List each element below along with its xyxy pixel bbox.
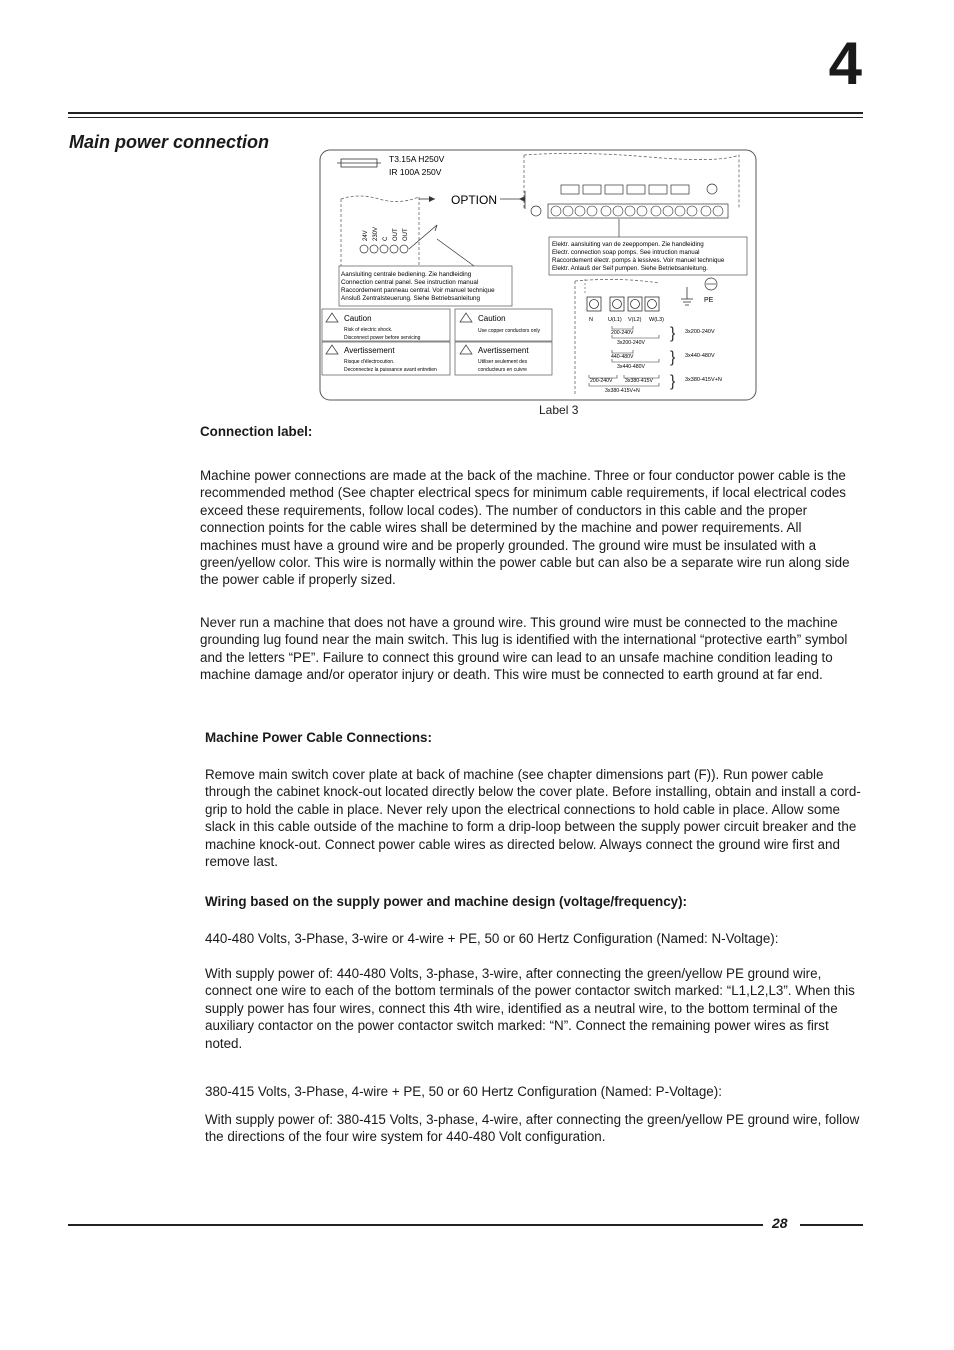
row2-top: 440-480V xyxy=(611,354,634,360)
central-panel-note-nl: Aansluiting centrale bediening. Zie handleiding xyxy=(341,271,472,278)
warning-title: Avertissement xyxy=(478,346,529,355)
terminal-label-230v: 230V xyxy=(373,226,379,241)
p-voltage-config-title: 380-415 Volts, 3-Phase, 4-wire + PE, 50 or 60 Hertz Configuration (Named: P-Voltage): xyxy=(205,1084,722,1099)
fuse-rating: T3.15A H250V xyxy=(389,154,445,164)
warning-line: Risque d'électrocution. xyxy=(344,359,395,365)
row2-config: 3x440-480V xyxy=(685,353,715,359)
terminal-label-24v: 24V xyxy=(363,230,369,241)
soap-pump-note-en: Electr. connection soap pomps. See intruction manual xyxy=(552,249,700,256)
option-label: OPTION xyxy=(451,193,498,207)
footer-rule-right xyxy=(800,1224,863,1226)
row1-bottom: 3x200-240V xyxy=(617,340,645,346)
section-title: Main power connection xyxy=(69,132,270,152)
soap-pump-note-nl: Elektr. aansluiting van de zeeppompen. Zie handleiding xyxy=(552,241,704,248)
ir-rating: IR 100A 250V xyxy=(389,167,442,177)
central-panel-note-en: Connection central panel. See instruction manual xyxy=(341,279,479,286)
terminal-label-l3: W(L3) xyxy=(649,317,664,323)
warning-line: Deconnectez la puissance avant entretien xyxy=(344,367,437,373)
connection-label-heading: Connection label: xyxy=(200,424,313,439)
central-panel-note-de: Ansluß Zentralsteuerung. Siehe Betriebsanleitung xyxy=(341,295,480,302)
caution-line: Disconnect power before servicing xyxy=(344,335,421,341)
caution-title: Caution xyxy=(478,314,506,323)
brace-icon: } xyxy=(670,373,676,390)
chapter-number: 4 xyxy=(828,30,862,97)
terminal-label-n: N xyxy=(589,317,593,323)
header-rule-thin xyxy=(68,117,863,118)
row3-bottom: 3x380-415V+N xyxy=(605,388,640,394)
row2-bottom: 3x440-480V xyxy=(617,364,645,370)
page-number: 28 xyxy=(772,1215,788,1231)
terminal-label-out2: OUT xyxy=(403,228,409,241)
paragraph-cable-install: Remove main switch cover plate at back of machine (see chapter dimensions part (F)). Run power cable through the cabinet knock-out located directly below the cover plate. Before installing, obtain and install a cord-grip to hold the cable in place. Never rely upon the electrical connections to hold cable in place. Allow some slack in this cable outside of the machine to form a drip-loop between the supply power circuit breaker and the machine knock-out. Connect power cable wires as directed below. Always connect the ground wire first and remove last. xyxy=(205,767,861,870)
warning-title: Avertissement xyxy=(344,346,395,355)
soap-pump-note-fr: Raccordement électr. pomps à lessives. Voir manuel technique xyxy=(552,257,725,264)
header-rule xyxy=(68,112,863,114)
footer-rule xyxy=(68,1224,763,1226)
row3-config: 3x380-415V+N xyxy=(685,377,722,383)
terminal-label-out1: OUT xyxy=(393,228,399,241)
paragraph-power-connections: Machine power connections are made at the back of the machine. Three or four conductor power cable is the recommended method (See chapter electrical specs for minimum cable requirements, if local electrical codes exceed these requirements, follow local codes). The number of conductors in this cable and the proper connection points for the cable wires shall be determined by the machine and power requirements. All machines must have a ground wire and be properly grounded. The ground wire must be insulated with a green/yellow color. This wire is normally within the power cable but can also be a separate wire run along side the power cable if properly sized. xyxy=(200,468,850,588)
terminal-label-l2: V(L2) xyxy=(628,317,642,323)
paragraph-n-voltage: With supply power of: 440-480 Volts, 3-phase, 3-wire, after connecting the green/yellow PE ground wire, connect one wire to each of the bottom terminals of the power contactor switch marked: “L1,L2,L3”. When this supply power has four wires, connect this 4th wire, identified as a neutral wire, to the bottom terminal of the auxiliary contactor on the power contactor switch marked: “N”. Connect the remaining power wires as first noted. xyxy=(205,966,855,1051)
soap-pump-note-de: Elektr. Anlauß der Seif pumpen. Siehe Betriebsanleitung. xyxy=(552,265,708,272)
paragraph-p-voltage: With supply power of: 380-415 Volts, 3-phase, 4-wire, after connecting the green/yellow PE ground wire, follow the directions of the four wire system for 440-480 Volt configuration. xyxy=(205,1112,860,1145)
paragraph-ground-wire: Never run a machine that does not have a ground wire. This ground wire must be connected to the machine grounding lug found near the main switch. This lug is identified with the international “protective earth” symbol and the letters “PE”. Failure to connect this ground wire can lead to an unsafe machine condition leading to machine damage and/or operator injury or death. This wire must be connected to earth ground at far end. xyxy=(200,615,848,683)
row3-top: 200-240V xyxy=(590,378,613,384)
figure-caption: Label 3 xyxy=(539,403,579,417)
main-terminal-block xyxy=(587,297,659,311)
row1-top: 200-240V xyxy=(611,330,634,336)
row3-top2: 3x380-415V xyxy=(625,378,653,384)
warning-line: Utiliser seulement des xyxy=(478,359,528,365)
warning-line: conducteurs en cuivre xyxy=(478,367,527,373)
caution-line: Use copper conductors only xyxy=(478,328,540,334)
row1-config: 3x200-240V xyxy=(685,329,715,335)
n-voltage-config-title: 440-480 Volts, 3-Phase, 3-wire or 4-wire + PE, 50 or 60 Hertz Configuration (Named: N-Voltage): xyxy=(205,931,779,946)
caution-title: Caution xyxy=(344,314,372,323)
pe-label: PE xyxy=(704,297,714,304)
cable-connections-heading: Machine Power Cable Connections: xyxy=(205,730,432,745)
caution-line: Risk of electric shock. xyxy=(344,327,393,333)
brace-icon: } xyxy=(670,325,676,342)
connection-label-diagram xyxy=(319,149,757,401)
terminal-label-c: C xyxy=(383,236,389,241)
terminal-label-l1: U(L1) xyxy=(608,317,622,323)
wiring-heading: Wiring based on the supply power and machine design (voltage/frequency): xyxy=(205,894,688,909)
brace-icon: } xyxy=(670,349,676,366)
central-panel-note-fr: Raccordement panneau central. Voir manuel technique xyxy=(341,287,495,294)
